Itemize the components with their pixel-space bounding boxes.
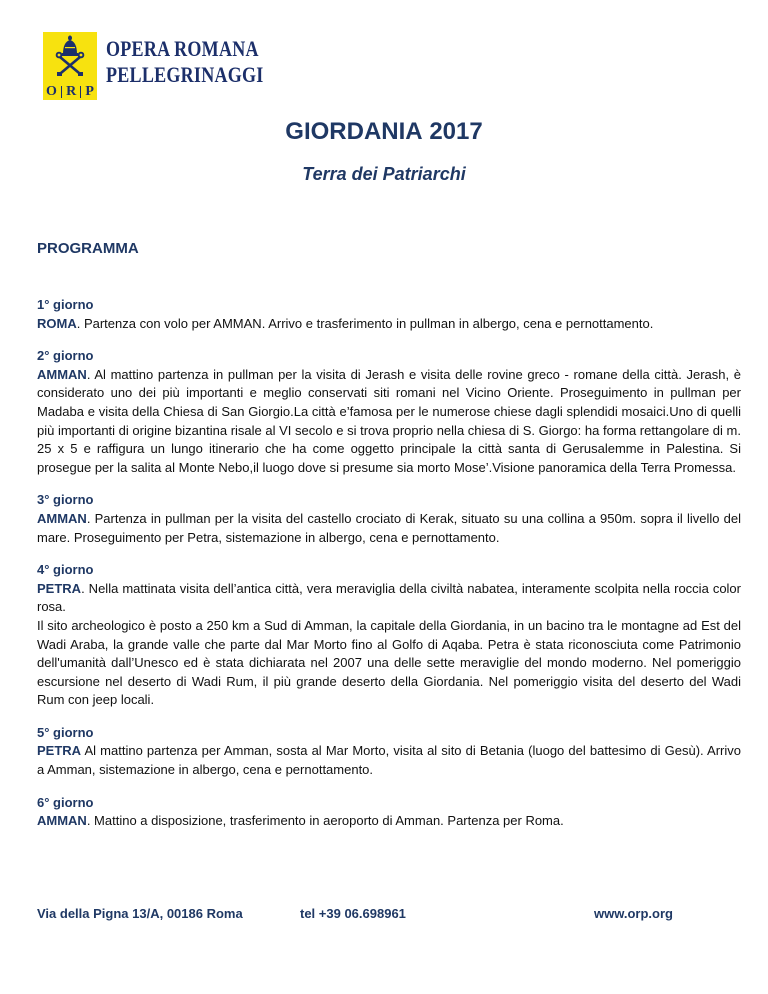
day-text: . Mattino a disposizione, trasferimento in aeroporto di Amman. Partenza per Roma. [86, 813, 564, 829]
itinerary-day [37, 347, 741, 477]
day-label: 1° giorno [37, 297, 94, 312]
day-label: 6° giorno [37, 794, 94, 810]
day-label: 3° giorno [37, 492, 94, 508]
itinerary-day [37, 491, 741, 547]
day-description [37, 366, 741, 478]
itinerary-day [37, 296, 741, 333]
page-subtitle: Terra dei Patriarchi [302, 164, 466, 184]
day-description-continued: Il sito archeologico è posto a 250 km a Sud di Amman, la capitale della Giordania, in un bacino tra le montagne ad Est del Wadi Araba, la grande valle che parte dal Mar Morto fino al Golfo di Aqaba. Petra è stata riconosciuta come Patrimonio dell'umanità dall’Unesco ed è stata dichiarata nel 2007 una delle sette meraviglie del mondo moderno. Nel pomeriggio escursione nel deserto di Wadi Rum, il più grande deserto della Giordania. Nel pomeriggio visita del deserto del Wadi Rum con jeep locali. [37, 617, 741, 708]
logo-letter: O [46, 83, 57, 99]
page-title [0, 118, 768, 146]
day-place: PETRA [37, 580, 82, 596]
logo-emblem [43, 32, 97, 100]
day-text: . Nella mattinata visita dell’antica città, vera meraviglia della civiltà nabatea, interamente scolpita nella roccia color rosa. [37, 580, 741, 615]
logo-letter: R [66, 83, 77, 99]
logo [43, 32, 298, 100]
day-text: . Partenza in pullman per la visita del castello crociato di Kerak, situato su una collina a 950m. sopra il livello del mare. Proseguimento per Petra, sistemazione in albergo, cena e pernottamento. [37, 510, 741, 545]
logo-divider [80, 86, 81, 98]
footer-website[interactable]: www.orp.org [594, 906, 673, 921]
day-text: . Partenza con volo per AMMAN. Arrivo e trasferimento in pullman in albergo, cena e pernottamento. [76, 315, 654, 331]
day-place: AMMAN [37, 366, 87, 382]
day-place: AMMAN [37, 813, 87, 829]
itinerary-day [37, 724, 741, 780]
day-text: Al mattino partenza per Amman, sosta al Mar Morto, visita al sito di Betania (luogo del battesimo di Gesù). Arrivo a Amman, sistemazione in albergo, cena e pernottamento. [37, 743, 741, 778]
day-description [37, 510, 741, 547]
logo-line-1: OPERA ROMANA [106, 36, 259, 61]
papal-keys-tiara-icon [51, 34, 89, 82]
day-place: ROMA [37, 315, 77, 331]
logo-wordmark [106, 36, 264, 88]
itinerary-day [37, 794, 741, 831]
day-place: PETRA [37, 743, 82, 759]
day-description [37, 315, 741, 334]
logo-divider [61, 86, 62, 98]
day-label: 4° giorno [37, 562, 94, 578]
footer-address: Via della Pigna 13/A, 00186 Roma [37, 906, 243, 921]
footer-phone: tel +39 06.698961 [300, 906, 406, 921]
day-label: 5° giorno [37, 724, 94, 740]
title-rest: IORDANIA [303, 118, 423, 145]
title-year: 2017 [429, 118, 483, 145]
logo-letter: P [85, 83, 94, 99]
itinerary-day [37, 561, 741, 710]
itinerary [37, 296, 741, 845]
day-description [37, 812, 741, 831]
logo-orp-letters [44, 84, 96, 99]
title-initial: G [285, 118, 304, 145]
day-label: 2° giorno [37, 348, 94, 364]
logo-line-2: PELLEGRINAGGI [106, 62, 264, 87]
day-description [37, 742, 741, 779]
day-place: AMMAN [37, 510, 87, 526]
day-text: . Al mattino partenza in pullman per la visita di Jerash e visita delle rovine greco - romane della città. Jerash, è considerato uno dei più importanti e meglio conservati siti romani nel Vicino Oriente. Proseguimento in pullman per Madaba e visita della Chiesa di San Giorgio.La città e’famosa per le numerose chiese dagli splendidi mosaici.Uno di quelli più importanti di origine bizantina risale al VI secolo e si trova proprio nella chiesa di S. Giorgo: ha forma rettangolare di m. 25 x 5 e raffigura un lungo itinerario che ha come oggetto principale la città santa di Gerusalemme in Palestina. Si prosegue per la salita al Monte Nebo,il luogo dove si presume sia morto Mose’.Visione panoramica della Terra Promessa. [37, 366, 741, 475]
day-description [37, 580, 741, 617]
section-heading: PROGRAMMA [37, 240, 139, 257]
page-footer [0, 906, 768, 924]
